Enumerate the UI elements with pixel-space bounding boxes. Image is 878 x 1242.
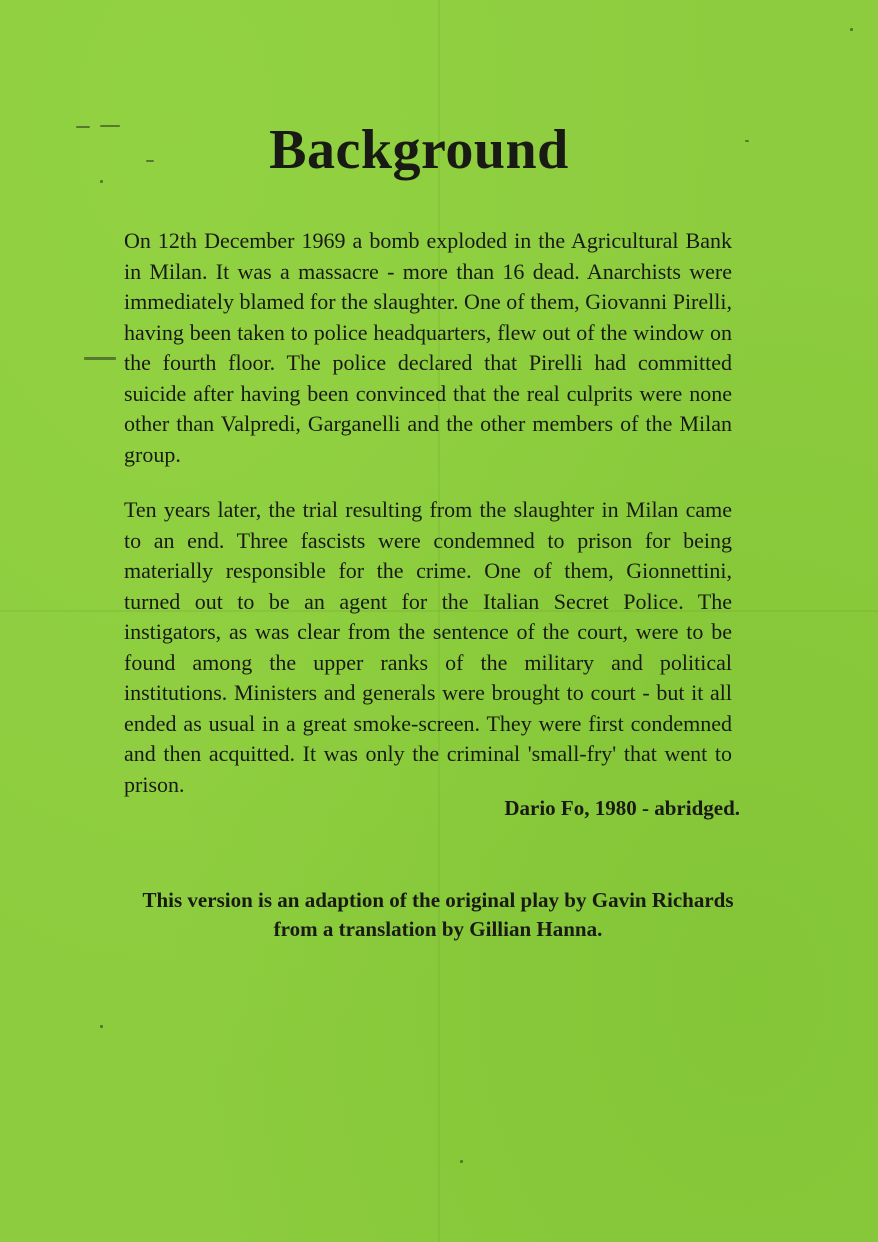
body-paragraph: Ten years later, the trial resulting from the slaughter in Milan came to an end. Three fascists were condemned to prison for being materially responsible for the crime. One of them, Gionnettini, turned out to be an agent for the Italian Secret Police. The instigators, as was clear from the sentence of the court, were to be found among the upper ranks of the military and political institutions. Ministers and generals were brought to court - but it all ended as usual in a great smoke-screen. They were first condemned and then acquitted. It was only the criminal 'small-fry' that went to prison. [124,497,732,797]
page-title: Background [269,119,569,181]
scan-speck [850,28,853,31]
attribution: Dario Fo, 1980 - abridged. [504,796,740,820]
scan-speck [460,1160,463,1163]
scan-speck [84,357,116,360]
adaptation-credit: This version is an adaption of the original play by Gavin Richards from a translation by Gillian Hanna. [142,888,734,941]
scan-speck [100,1025,103,1028]
body-paragraph: On 12th December 1969 a bomb exploded in the Agricultural Bank in Milan. It was a massacre - more than 16 dead. Anarchists were immediately blamed for the slaughter. One of them, Giovanni Pirelli, having been taken to police headquarters, flew out of the window on the fourth floor. The police declared that Pirelli had committed suicide after having been convinced that the real culprits were none other than Valpredi, Garganelli and the other members of the Milan group. [124,228,732,467]
